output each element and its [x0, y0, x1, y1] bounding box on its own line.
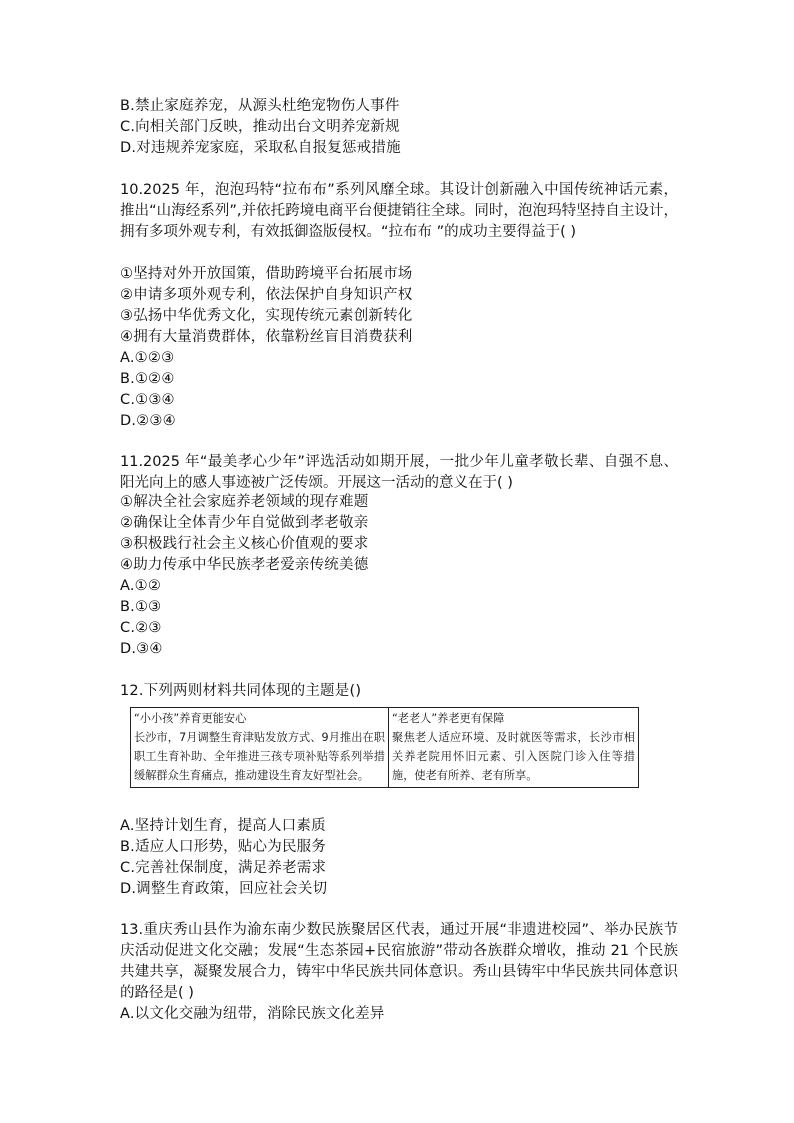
q11-option-b: B.①③ — [120, 599, 162, 615]
q11-option-a: A.①② — [120, 578, 162, 594]
q12-stem: 12.下列两则材料共同体现的主题是() — [120, 683, 362, 699]
q10-stem: 10.2025 年，泡泡玛特“拉布布”系列风靡全球。其设计创新融入中国传统神话元素，推出“山海经系列”,并依托跨境电商平台便捷销往全球。同时，泡泡玛特坚持自主设计，拥有多项外观专利，有效抵御盗版侵权。“拉布布 ”的成功主要得益于( ) — [120, 182, 678, 240]
q11-stem: 11.2025 年“最美孝心少年”评选活动如期开展，一批少年儿童孝敬长辈、自强不息、阳光向上的感人事迹被广泛传颂。开展这一活动的意义在于( ) — [120, 454, 678, 491]
q12-option-a: A.坚持计划生育，提高人口素质 — [120, 818, 326, 834]
q11-option-c: C.②③ — [120, 620, 162, 636]
material-right-cell — [389, 708, 639, 788]
q10-option-c: C.①③④ — [120, 392, 175, 408]
material-left-cell — [131, 708, 389, 788]
q12-material-table — [130, 707, 639, 788]
q12-option-d: D.调整生育政策，回应社会关切 — [120, 881, 328, 897]
q9-option-c: C.向相关部门反映，推动出台文明养宠新规 — [120, 119, 400, 135]
q12-option-b: B.适应人口形势，贴心为民服务 — [120, 839, 327, 855]
q11-option-d: D.③④ — [120, 641, 163, 657]
material-left-body: 长沙市，7月调整生育津贴发放方式、9月推出在职职工生育补助、全年推进三孩专项补贴等系列举措缓解群众生育痛点，推动建设生育友好型社会。 — [134, 731, 385, 782]
q10-statement-1: ①坚持对外开放国策，借助跨境平台拓展市场 — [120, 266, 413, 282]
q10-option-a: A.①②③ — [120, 350, 175, 366]
q9-option-b: B.禁止家庭养宠，从源头杜绝宠物伤人事件 — [120, 98, 400, 114]
q13-stem: 13.重庆秀山县作为渝东南少数民族聚居区代表，通过开展“非遗进校园”、举办民族节庆活动促进文化交融；发展“生态茶园+民宿旅游”带动各族群众增收，推动 21 个民族共建共享，凝聚发展合力，铸牢中华民族共同体意识。秀山县铸牢中华民族共同体意识的路径是( ) — [120, 922, 678, 1001]
material-left-title: “小小孩”养育更能安心 — [134, 712, 247, 725]
material-right-body: 聚焦老人适应环境、及时就医等需求，长沙市相关养老院用怀旧元素、引入医院门诊入住等措施，使老有所养、老有所享。 — [392, 731, 635, 782]
q9-option-d: D.对违规养宠家庭，采取私自报复惩戒措施 — [120, 140, 401, 156]
table-row — [131, 708, 639, 788]
q10-statement-3: ③弘扬中华优秀文化，实现传统元素创新转化 — [120, 308, 413, 324]
q11-statement-2: ②确保让全体青少年自觉做到孝老敬亲 — [120, 515, 369, 531]
q10-option-b: B.①②④ — [120, 371, 175, 387]
q11-statement-1: ①解决全社会家庭养老领域的现存难题 — [120, 494, 369, 510]
q13-option-a: A.以文化交融为纽带，消除民族文化差异 — [120, 1006, 385, 1022]
q11-statement-3: ③积极践行社会主义核心价值观的要求 — [120, 536, 369, 552]
q10-statement-4: ④拥有大量消费群体，依靠粉丝盲目消费获利 — [120, 329, 413, 345]
q11-statement-4: ④助力传承中华民族孝老爱亲传统美德 — [120, 557, 369, 573]
q10-statement-2: ②申请多项外观专利，依法保护自身知识产权 — [120, 287, 413, 303]
q10-option-d: D.②③④ — [120, 413, 176, 429]
material-right-title: “老老人”养老更有保障 — [392, 712, 505, 725]
q12-option-c: C.完善社保制度，满足养老需求 — [120, 860, 327, 876]
